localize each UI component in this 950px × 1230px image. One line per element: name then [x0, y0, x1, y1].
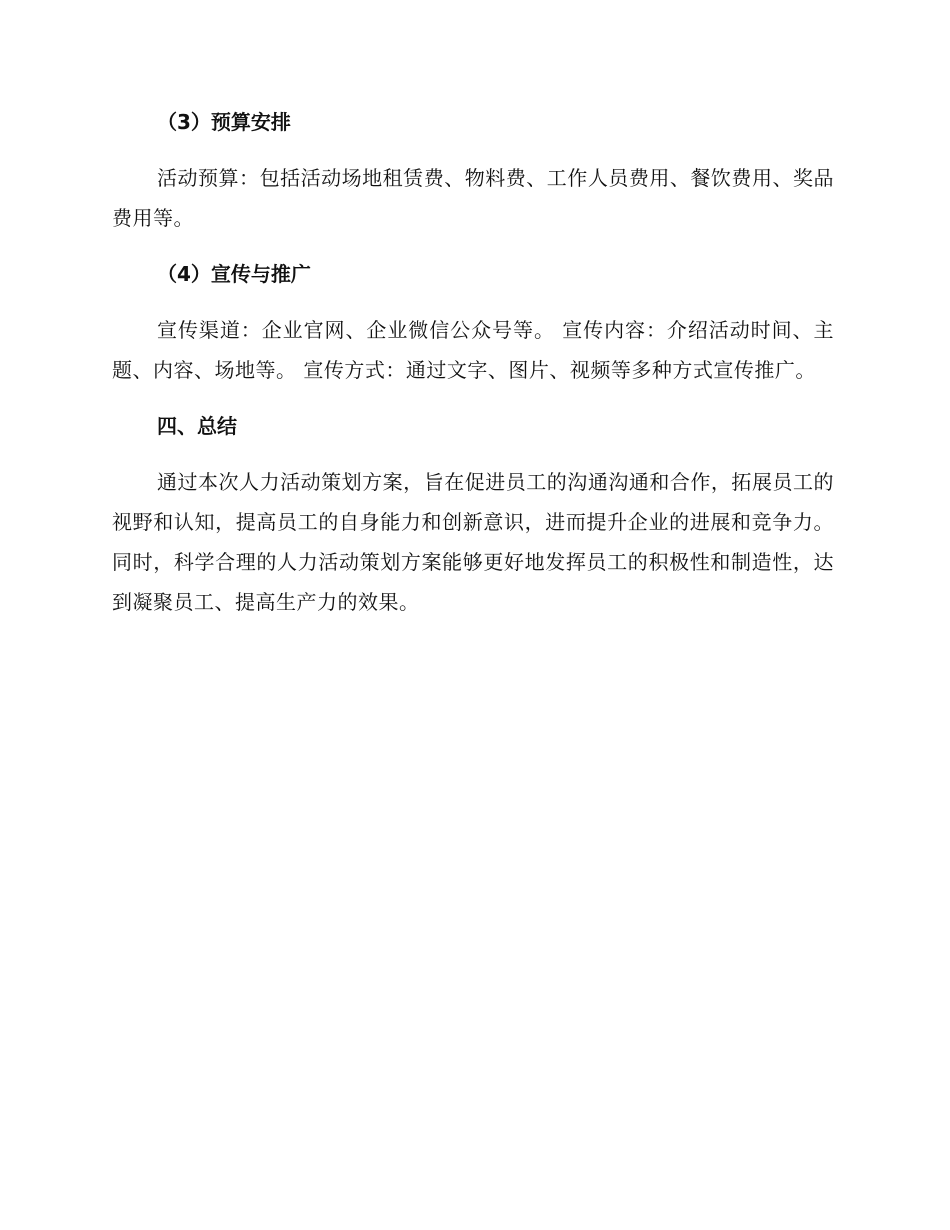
document-body [112, 108, 834, 644]
section-paragraph-budget: 活动预算：包括活动场地租赁费、物料费、工作人员费用、餐饮费用、奖品费用等。 [112, 166, 834, 230]
section-paragraph-summary: 通过本次人力活动策划方案，旨在促进员工的沟通沟通和合作，拓展员工的视野和认知，提高员工的自身能力和创新意识，进而提升企业的进展和竞争力。同时，科学合理的人力活动策划方案能够更好地发挥员工的积极性和制造性，达到凝聚员工、提高生产力的效果。 [112, 470, 834, 614]
section-heading-promotion: （4）宣传与推广 [157, 262, 311, 286]
section-heading-summary: 四、总结 [157, 414, 237, 438]
section-paragraph-promotion: 宣传渠道：企业官网、企业微信公众号等。 宣传内容：介绍活动时间、主题、内容、场地等。 宣传方式：通过文字、图片、视频等多种方式宣传推广。 [112, 318, 834, 382]
section-heading-budget: （3）预算安排 [157, 110, 291, 134]
